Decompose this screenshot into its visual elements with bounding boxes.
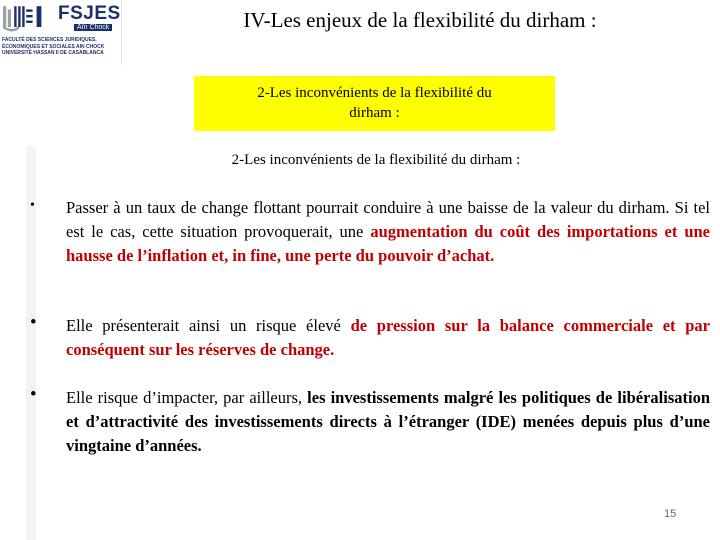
faculty-logo [0,0,120,66]
logo-faculty-name [2,37,120,57]
bullet-emphasis: augmentation du coût des importations et une hausse de l’inflation et, in fine, une perte du pouvoir d’achat. [66,222,711,265]
page-number: 15 [664,508,677,520]
bullet-marker: • [30,312,37,333]
bullet-plain-text: Elle risque d’impacter, par ailleurs, [66,388,308,407]
bullet-text [66,386,710,458]
bullet-plain-text: Passer à un taux de change flottant pourrait conduire à une baisse de la valeur du dirham. Si tel est le cas, cette situation provoquerait, une [66,198,710,241]
bullet-item [30,196,710,268]
bullet-text [66,196,710,268]
logo-line: UNIVERSITÉ HASSAN II DE CASABLANCA [2,50,104,56]
logo-line: ÉCONOMIQUES ET SOCIALES AIN CHOCK [2,43,105,50]
bullet-marker: • [30,384,37,405]
banner-line: dirham : [349,105,400,121]
bullet-item [30,314,710,362]
bullet-emphasis: les investissements malgré les politiques de libéralisation et d’attractivité des investissements directs à l’étranger (IDE) menées depuis plus d’une vingtaine d’années. [66,388,710,455]
page-title: IV-Les enjeux de la flexibilité du dirham : [243,8,597,32]
section-banner [194,76,555,131]
bullet-marker: • [30,198,35,213]
bullet-text [66,314,710,362]
logo-divider [121,0,122,66]
logo-campus: Aïn Chock [74,24,112,31]
bullet-plain-text: Elle présenterait ainsi un risque élevé [66,316,351,335]
card-heading: 2-Les inconvénients de la flexibilité du dirham : [231,152,521,168]
logo-acronym: FSJES [58,3,121,24]
bullet-emphasis: de pression sur la balance commerciale et par conséquent sur les réserves de change. [66,316,710,359]
logo-line: FACULTÉ DES SCIENCES JURIDIQUES, [2,37,97,43]
banner-line: 2-Les inconvénients de la flexibilité du [257,85,492,101]
bullet-item [30,386,710,458]
university-emblem-icon [3,4,43,34]
